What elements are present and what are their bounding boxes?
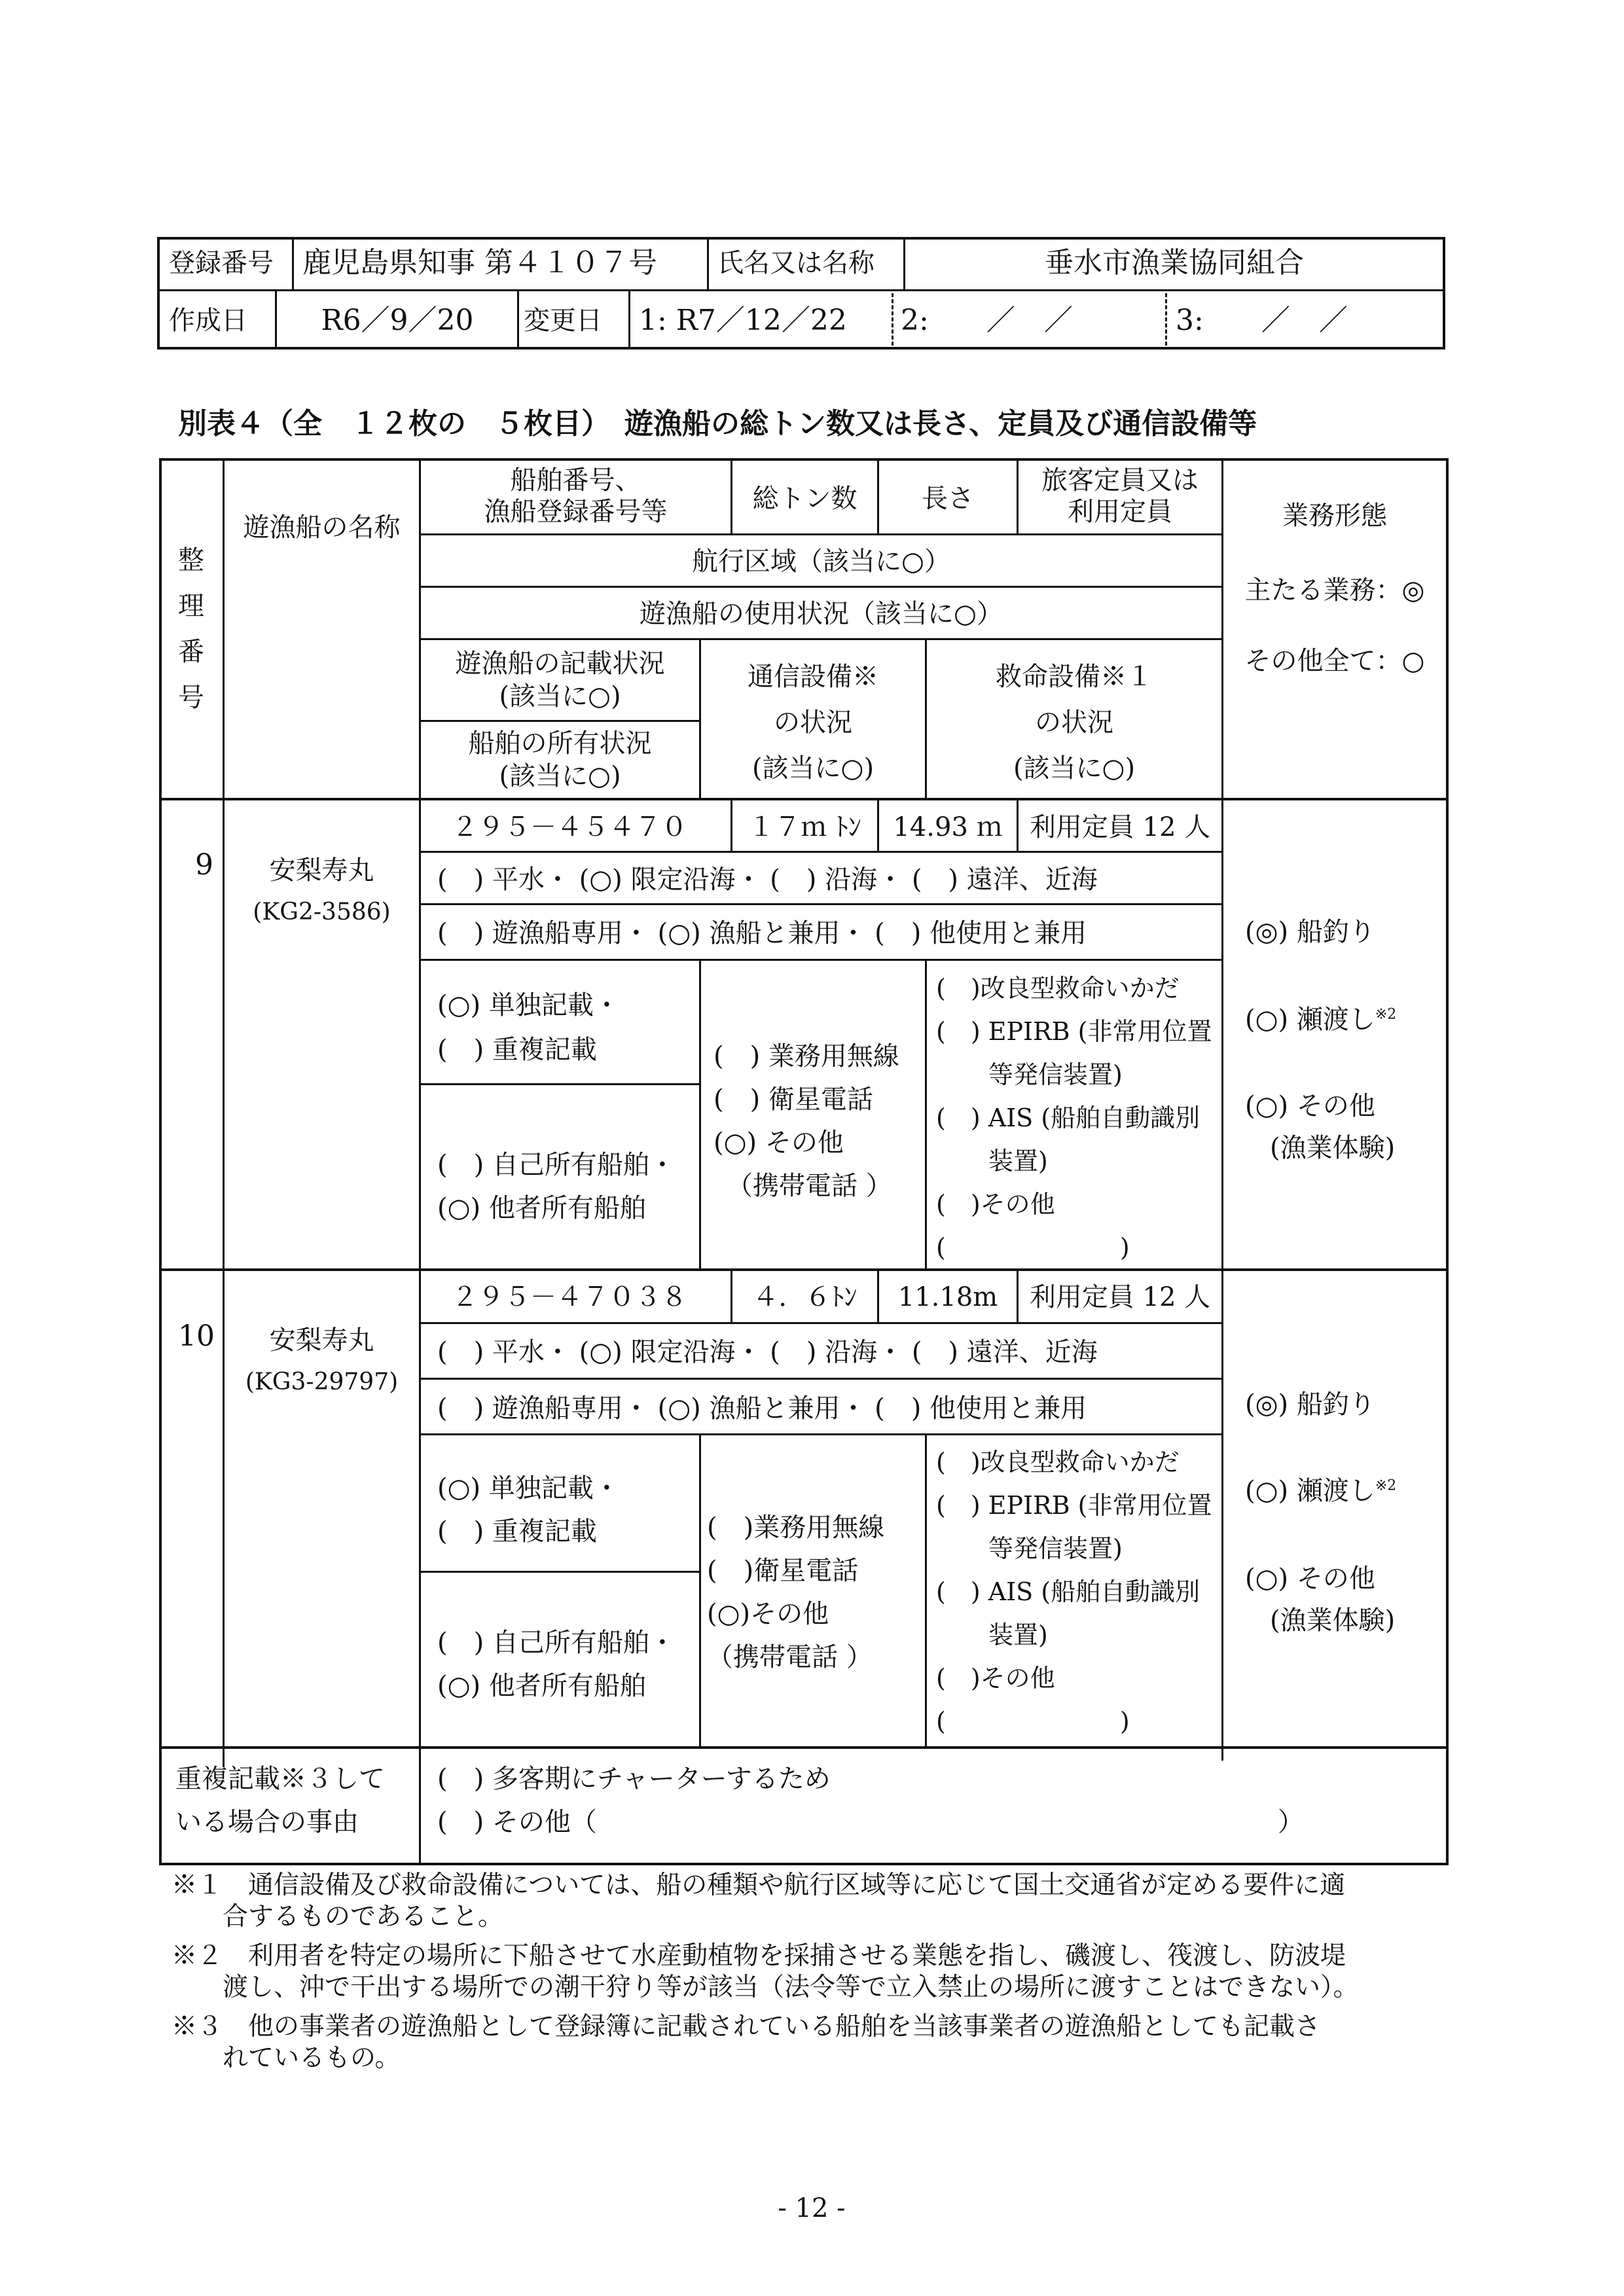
capacity-header-2: 利用定員 xyxy=(1068,497,1172,527)
duplicate-option-2: ( ) その他（ ） xyxy=(437,1807,1304,1837)
rescue-option-4b: ( ) xyxy=(936,1233,1130,1262)
usage-header: 遊漁船の使用状況（該当に○） xyxy=(640,599,1003,629)
boat-no: 9 xyxy=(195,848,213,882)
rescue-option-2b: 等発信装置) xyxy=(988,1534,1123,1563)
comm-option-2: ( )衛星電話 xyxy=(707,1556,859,1586)
duplicate-label-2: いる場合の事由 xyxy=(175,1807,359,1837)
rescue-option-3b: 装置) xyxy=(988,1147,1048,1175)
business-3-detail: (漁業体験) xyxy=(1270,1133,1396,1163)
seiri-char-4: 号 xyxy=(178,683,204,713)
seiri-char-3: 番 xyxy=(178,637,204,667)
rescue-option-2: ( ) EPIRB (非常用位置 xyxy=(936,1491,1212,1520)
rescue-header-1: 救命設備※１ xyxy=(996,662,1153,692)
rescue-option-3: ( ) AIS (船舶自動識別 xyxy=(936,1103,1200,1132)
boat-name-header: 遊漁船の名称 xyxy=(243,512,401,543)
boat-capacity: 利用定員 12 人 xyxy=(1029,812,1211,842)
change-2: 2: ／ ／ xyxy=(901,304,1073,337)
change-1: 1: R7／12／22 xyxy=(639,304,847,337)
owner-status-header-2: (該当に○) xyxy=(499,761,621,791)
rescue-option-3: ( ) AIS (船舶自動識別 xyxy=(936,1577,1200,1606)
footnote-1-line-1: ※１ 通信設備及び救命設備については、船の種類や航行区域等に応じて国土交通省が定める要件に適 xyxy=(171,1871,1346,1900)
other-business-legend: その他全て：○ xyxy=(1244,646,1425,676)
rescue-option-2: ( ) EPIRB (非常用位置 xyxy=(936,1017,1212,1046)
rescue-option-4b: ( ) xyxy=(936,1707,1130,1736)
capacity-header-1: 旅客定員又は xyxy=(1041,465,1199,495)
comm-option-4: （携帯電話 ） xyxy=(707,1642,873,1672)
boat-length: 14.93 ｍ xyxy=(893,812,1003,842)
boat-tonnage: ４．６ﾄﾝ xyxy=(752,1282,857,1312)
comm-header-3: (該当に○) xyxy=(751,753,875,783)
record-option-1: (○) 単独記載・ xyxy=(437,1473,620,1503)
created-label: 作成日 xyxy=(169,306,247,336)
rescue-option-4: ( )その他 xyxy=(936,1664,1055,1693)
changed-label: 変更日 xyxy=(524,306,602,336)
business-2: (○) 瀬渡し$^{※2}$ xyxy=(1245,1005,1397,1035)
business-3: (○) その他 xyxy=(1245,1564,1375,1594)
boat-tonnage: １７ｍ ﾄﾝ xyxy=(748,812,861,842)
duplicate-label-1: 重複記載※３して xyxy=(175,1764,385,1794)
main-business-legend: 主たる業務：◎ xyxy=(1244,575,1425,605)
record-option-1: (○) 単独記載・ xyxy=(437,990,620,1020)
boat-usage: ( ) 遊漁船専用・ (○) 漁船と兼用・ ( ) 他使用と兼用 xyxy=(437,1393,1087,1424)
business-header: 業務形態 xyxy=(1282,501,1387,531)
business-3: (○) その他 xyxy=(1245,1091,1375,1121)
rescue-header-3: (該当に○) xyxy=(1013,753,1136,783)
owner-option-1: ( ) 自己所有船舶・ xyxy=(437,1150,676,1180)
footnote-2-line-1: ※２ 利用者を特定の場所に下船させて水産動植物を採捕させる業態を指し、磯渡し、筏渡し、防波堤 xyxy=(171,1941,1346,1971)
area-header: 航行区域（該当に○） xyxy=(692,547,950,577)
reg-value: 鹿児島県知事 第４１０７号 xyxy=(302,246,657,279)
boat-area: ( ) 平水・ (○) 限定沿海・ ( ) 沿海・ ( ) 遠洋、近海 xyxy=(437,1337,1098,1367)
owner-option-2: (○) 他者所有船舶 xyxy=(437,1193,646,1223)
owner-status-header-1: 船舶の所有状況 xyxy=(468,728,652,759)
boat-length: 11.18m xyxy=(897,1282,998,1312)
name-value: 垂水市漁業協同組合 xyxy=(1045,246,1304,279)
footnote-3-line-2: れているもの。 xyxy=(171,2043,401,2073)
boat-number: ２９５－４５４７０ xyxy=(452,812,687,842)
comm-option-1: ( )業務用無線 xyxy=(707,1513,885,1543)
comm-option-3: (○) その他 xyxy=(713,1128,844,1158)
footnote-2-line-2: 渡し、沖で干出する場所での潮干狩り等が該当（法令等で立入禁止の場所に渡すことはできない）。 xyxy=(171,1973,1359,2002)
boat-number-header-1: 船舶番号、 xyxy=(510,465,641,495)
boat-number-header-2: 漁船登録番号等 xyxy=(484,497,668,527)
created-value: R6／9／20 xyxy=(321,304,474,337)
record-option-2: ( ) 重複記載 xyxy=(437,1516,597,1547)
boat-no: 10 xyxy=(178,1319,215,1353)
record-status-header-2: (該当に○) xyxy=(499,681,621,711)
record-status-header-1: 遊漁船の記載状況 xyxy=(455,649,665,679)
business-1: (◎) 船釣り xyxy=(1245,917,1375,947)
comm-option-3: (○)その他 xyxy=(707,1599,829,1629)
boat-name: 安梨寿丸 xyxy=(269,1325,374,1355)
boat-number: ２９５－４７０３８ xyxy=(452,1282,687,1312)
footnote-1-line-2: 合するものであること。 xyxy=(171,1902,504,1931)
business-1: (◎) 船釣り xyxy=(1245,1390,1375,1420)
boat-area: ( ) 平水・ (○) 限定沿海・ ( ) 沿海・ ( ) 遠洋、近海 xyxy=(437,865,1098,895)
boat-reg: (KG2-3586) xyxy=(253,899,391,925)
rescue-option-1: ( )改良型救命いかだ xyxy=(936,1448,1180,1477)
boat-capacity: 利用定員 12 人 xyxy=(1029,1282,1211,1312)
page-number: - 12 - xyxy=(778,2193,846,2223)
page-title: 別表４（全 １２枚の ５枚目） 遊漁船の総トン数又は長さ、定員及び通信設備等 xyxy=(178,407,1257,440)
seiri-char-1: 整 xyxy=(178,545,204,575)
boat-usage: ( ) 遊漁船専用・ (○) 漁船と兼用・ ( ) 他使用と兼用 xyxy=(437,918,1087,948)
owner-option-1: ( ) 自己所有船舶・ xyxy=(437,1628,676,1658)
business-2: (○) 瀬渡し$^{※2}$ xyxy=(1245,1476,1397,1506)
change-3: 3: ／ ／ xyxy=(1176,304,1348,337)
rescue-option-2b: 等発信装置) xyxy=(988,1060,1123,1089)
comm-option-4: （携帯電話 ） xyxy=(727,1171,892,1201)
footnote-3-line-1: ※３ 他の事業者の遊漁船として登録簿に記載されている船舶を当該事業者の遊漁船としても記載さ xyxy=(171,2012,1321,2041)
comm-option-1: ( ) 業務用無線 xyxy=(713,1041,899,1071)
rescue-option-1: ( )改良型救命いかだ xyxy=(936,974,1180,1003)
owner-option-2: (○) 他者所有船舶 xyxy=(437,1671,646,1701)
rescue-option-4: ( )その他 xyxy=(936,1190,1055,1219)
duplicate-option-1: ( ) 多客期にチャーターするため xyxy=(437,1764,831,1794)
comm-header-2: の状況 xyxy=(774,708,852,738)
comm-header-1: 通信設備※ xyxy=(748,662,878,692)
seiri-char-2: 理 xyxy=(178,591,204,621)
rescue-header-2: の状況 xyxy=(1035,708,1113,738)
reg-label: 登録番号 xyxy=(169,248,274,278)
business-2-note: ※2 xyxy=(1375,1477,1397,1494)
business-2-note: ※2 xyxy=(1375,1006,1397,1023)
boat-name: 安梨寿丸 xyxy=(269,855,374,886)
record-option-2: ( ) 重複記載 xyxy=(437,1035,597,1065)
comm-option-2: ( ) 衛星電話 xyxy=(713,1085,873,1115)
business-3-detail: (漁業体験) xyxy=(1270,1605,1396,1636)
length-header: 長さ xyxy=(922,484,974,514)
name-label: 氏名又は名称 xyxy=(717,248,875,278)
tonnage-header: 総トン数 xyxy=(752,484,857,514)
rescue-option-3b: 装置) xyxy=(988,1621,1048,1649)
boat-reg: (KG3-29797) xyxy=(245,1369,399,1395)
